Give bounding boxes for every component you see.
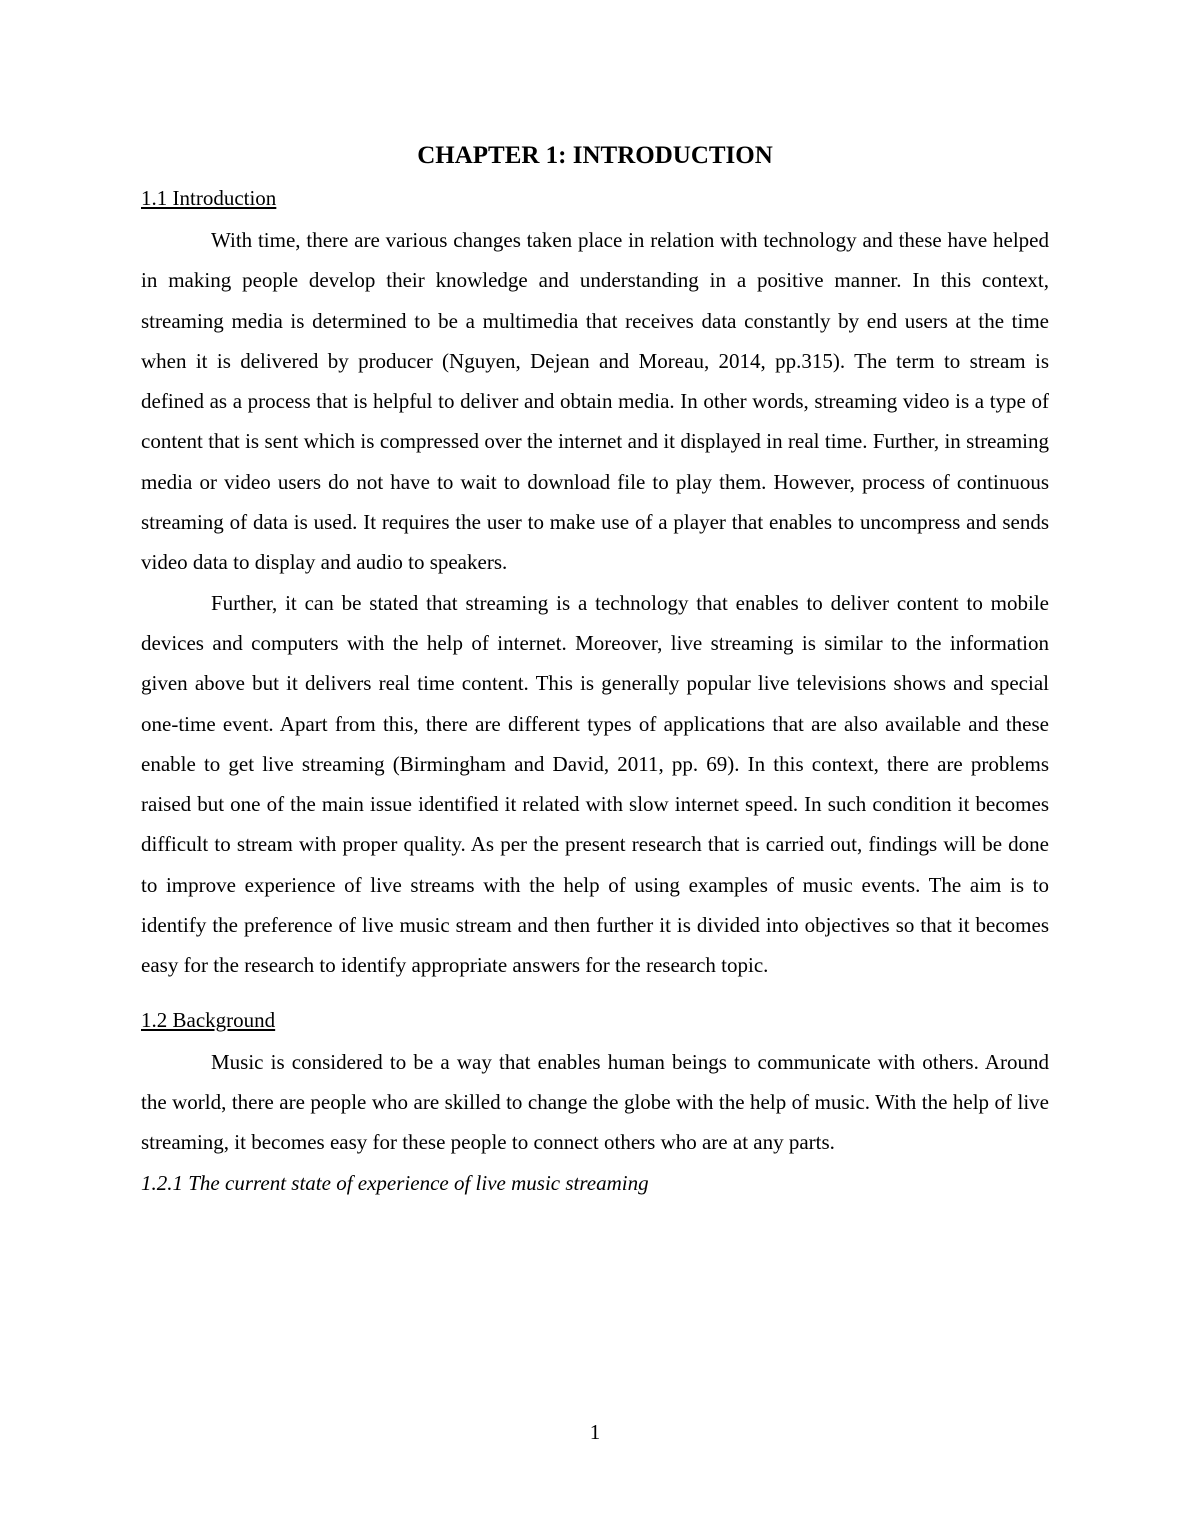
page-content xyxy=(141,138,1049,1203)
section-heading-introduction: 1.1 Introduction xyxy=(141,186,277,210)
subsection-heading-current-state: 1.2.1 The current state of experience of live music streaming xyxy=(141,1170,649,1195)
section-heading-background: 1.2 Background xyxy=(141,1007,276,1032)
page-number: 1 xyxy=(589,1420,601,1444)
background-paragraph-1: Music is considered to be a way that enables human beings to communicate with others. Around the world, there are people who are skilled to change the globe with the help of music. With the help of live streaming, it becomes easy for these people to connect others who are at any parts. xyxy=(141,1049,1049,1155)
introduction-paragraph-1: With time, there are various changes taken place in relation with technology and these have helped in making people develop their knowledge and understanding in a positive manner. In this context, streaming media is determined to be a multimedia that receives data constantly by end users at the time when it is delivered by producer (Nguyen, Dejean and Moreau, 2014, pp.315). The term to stream is defined as a process that is helpful to deliver and obtain media. In other words, streaming video is a type of content that is sent which is compressed over the internet and it displayed in real time. Further, in streaming media or video users do not have to wait to download file to play them. However, process of continuous streaming of data is used. It requires the user to make use of a player that enables to uncompress and sends video data to display and audio to speakers. xyxy=(141,228,1049,575)
chapter-title: CHAPTER 1: INTRODUCTION xyxy=(417,142,773,169)
introduction-paragraph-2: Further, it can be stated that streaming is a technology that enables to deliver content to mobile devices and computers with the help of internet. Moreover, live streaming is similar to the information given above but it delivers real time content. This is generally popular live televisions shows and special one-time event. Apart from this, there are different types of applications that are also available and these enable to get live streaming (Birmingham and David, 2011, pp. 69). In this context, there are problems raised but one of the main issue identified it related with slow internet speed. In such condition it becomes difficult to stream with proper quality. As per the present research that is carried out, findings will be done to improve experience of live streams with the help of using examples of music events. The aim is to identify the preference of live music stream and then further it is divided into objectives so that it becomes easy for the research to identify appropriate answers for the research topic. xyxy=(141,590,1049,978)
